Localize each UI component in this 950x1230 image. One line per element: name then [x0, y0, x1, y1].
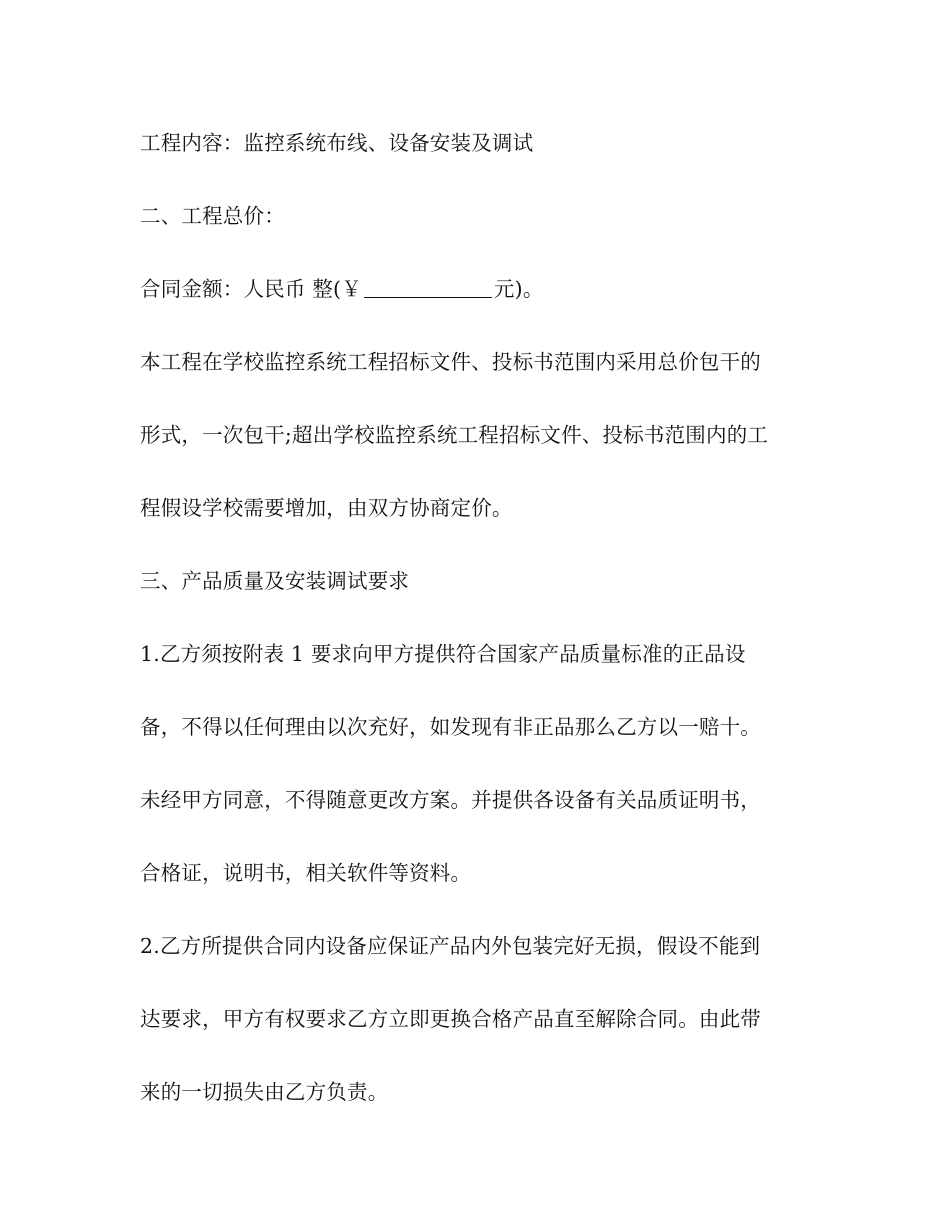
paragraph-lump-sum-line-3: 程假设学校需要增加，由双方协商定价。	[140, 496, 513, 520]
contract-amount-label: 合同金额：人民币 整(￥	[140, 277, 362, 301]
paragraph-project-content: 工程内容：监控系统布线、设备安装及调试	[140, 131, 534, 155]
contract-amount-suffix: 元)。	[493, 277, 544, 301]
clause-2-line-1: 2.乙方所提供合同内设备应保证产品内外包装完好无损，假设不能到	[140, 934, 761, 958]
paragraph-lump-sum-line-2: 形式，一次包干;超出学校监控系统工程招标文件、投标书范围内的工	[140, 423, 769, 447]
clause-1-line-4: 合格证，说明书，相关软件等资料。	[140, 861, 472, 885]
clause-1-line-1: 1.乙方须按附表 1 要求向甲方提供符合国家产品质量标准的正品设	[140, 642, 746, 666]
section-heading-total-price: 二、工程总价：	[140, 204, 285, 228]
section-heading-quality: 三、产品质量及安装调试要求	[140, 569, 410, 593]
clause-2-line-2: 达要求，甲方有权要求乙方立即更换合格产品直至解除合同。由此带	[140, 1007, 761, 1031]
clause-1-line-2: 备，不得以任何理由以次充好，如发现有非正品那么乙方以一赔十。	[140, 715, 761, 739]
clause-2-line-3: 来的一切损失由乙方负责。	[140, 1080, 389, 1104]
amount-blank-underline	[364, 279, 492, 298]
paragraph-contract-amount	[140, 275, 820, 303]
paragraph-lump-sum-line-1: 本工程在学校监控系统工程招标文件、投标书范围内采用总价包干的	[140, 350, 761, 374]
clause-1-line-3: 未经甲方同意，不得随意更改方案。并提供各设备有关品质证明书，	[140, 788, 761, 812]
